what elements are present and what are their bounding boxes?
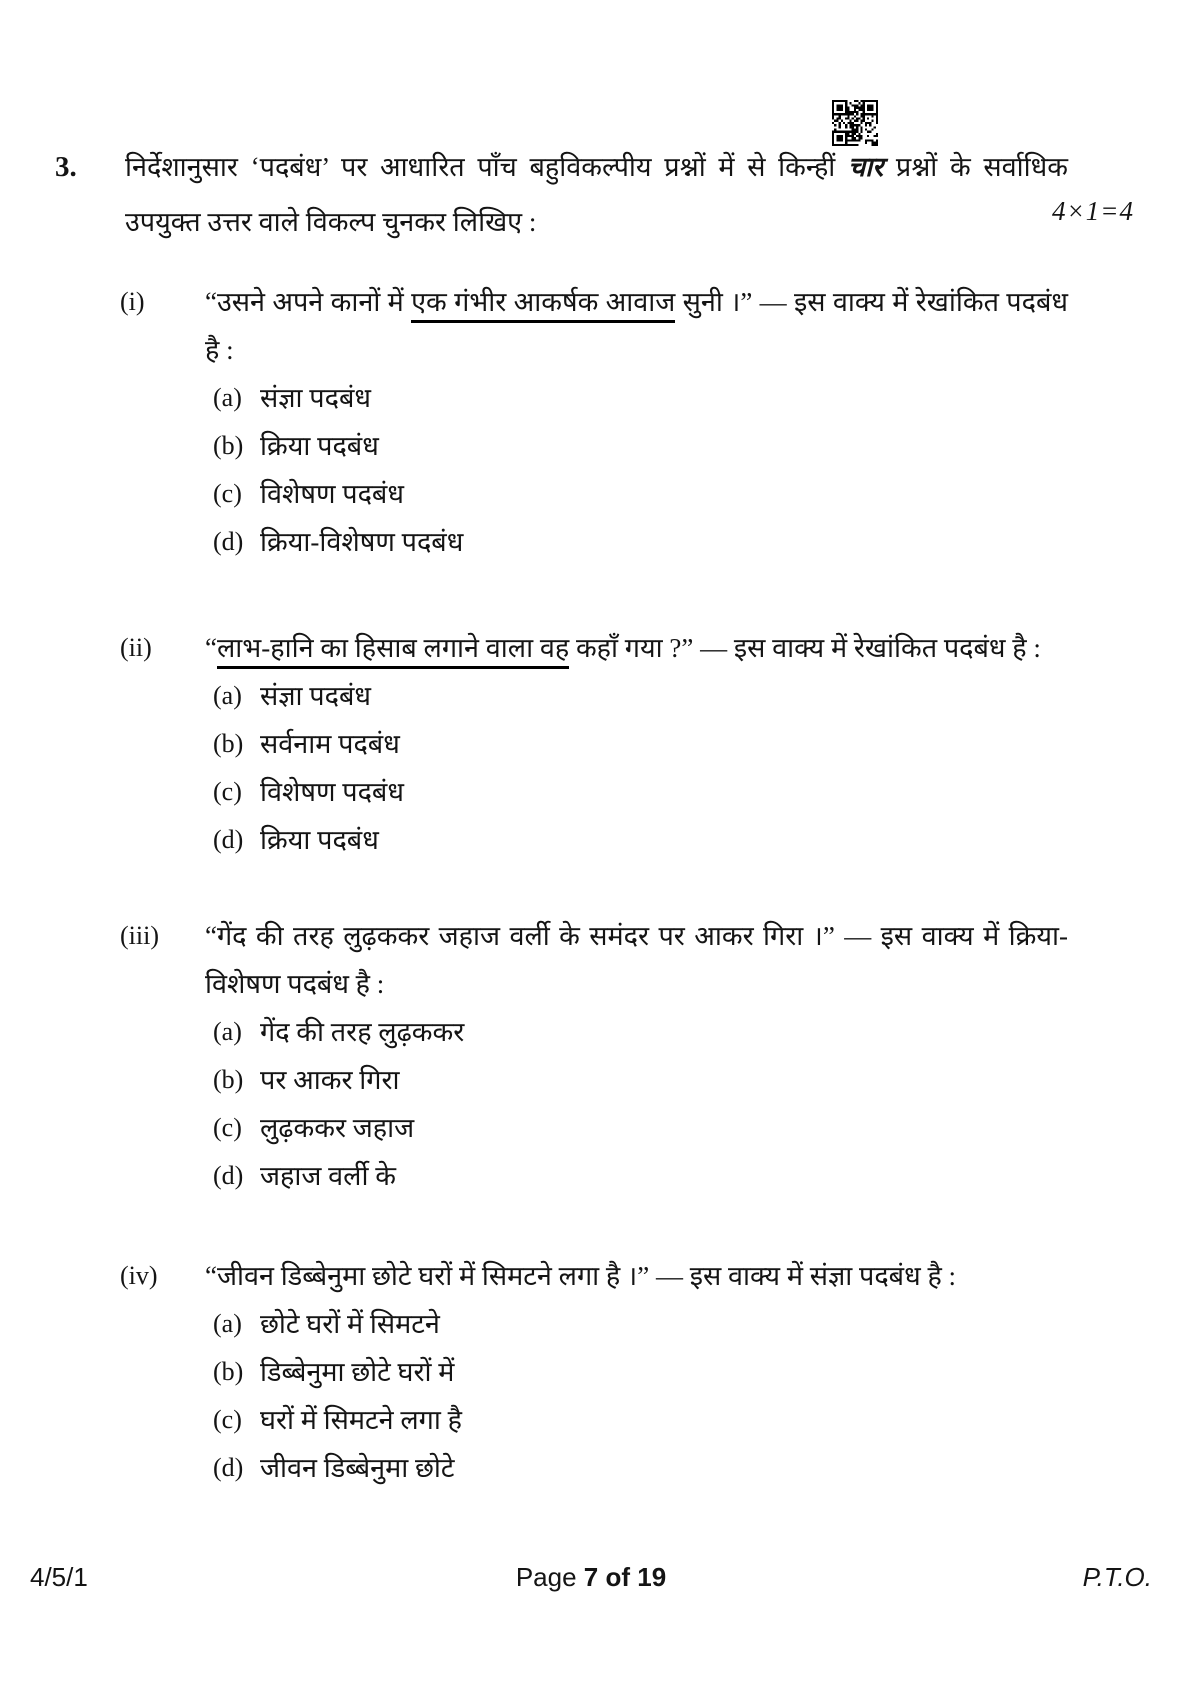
sub-question-iv-options xyxy=(55,1300,1068,1492)
option-iv-a xyxy=(213,1300,1068,1348)
sub-question-iv-text xyxy=(205,1252,1068,1300)
sub-question-ii-post: कहाँ गया ?” — इस वाक्य में रेखांकित पदबंध है : xyxy=(569,633,1041,663)
sub-question-i-post: सुनी ।” — इस वाक्य में रेखांकित पदबंध है : xyxy=(205,287,1068,365)
sub-question-iii-pre: “गेंद की तरह लुढ़ककर जहाज वर्ली के समंदर पर आकर गिरा ।” — इस वाक्य में क्रिया-विशेषण पदबंध है : xyxy=(205,921,1068,999)
option-i-c xyxy=(213,470,1068,518)
sub-question-ii-text xyxy=(205,624,1068,672)
option-ii-c-label: (c) xyxy=(213,777,242,806)
option-iv-c-text: घरों में सिमटने लगा है xyxy=(260,1405,462,1435)
option-iv-d xyxy=(213,1444,1068,1492)
option-iii-d-label: (d) xyxy=(213,1161,244,1190)
sub-question-i xyxy=(55,278,1068,374)
sub-question-ii xyxy=(55,624,1068,672)
option-ii-a-text: संज्ञा पदबंध xyxy=(260,681,371,711)
option-ii-d xyxy=(213,816,1068,864)
option-iii-b xyxy=(213,1056,1068,1104)
sub-question-iii-label: (iii) xyxy=(120,921,159,950)
sub-question-ii-underlined: लाभ-हानि का हिसाब लगाने वाला वह xyxy=(217,633,569,669)
option-ii-a xyxy=(213,672,1068,720)
intro-text-before: निर्देशानुसार ‘पदबंध’ पर आधारित पाँच बहुविकल्पीय प्रश्नों में से किन्हीं xyxy=(125,152,848,182)
sub-question-iii-options xyxy=(55,1008,1068,1200)
sub-question-i-label: (i) xyxy=(120,287,145,316)
page-footer xyxy=(30,1562,1152,1596)
paper-code: 4/5/1 xyxy=(30,1562,88,1592)
option-iii-a xyxy=(213,1008,1068,1056)
option-iii-d-text: जहाज वर्ली के xyxy=(260,1161,396,1191)
intro-text-after: प्रश्नों के सर्वाधिक उपयुक्त उत्तर वाले विकल्प चुनकर लिखिए : xyxy=(125,152,1068,237)
sub-question-iii-text xyxy=(205,912,1068,1008)
option-i-a xyxy=(213,374,1068,422)
option-iv-a-text: छोटे घरों में सिमटने xyxy=(260,1309,440,1339)
page-label: Page xyxy=(515,1562,577,1592)
question-3-header xyxy=(55,140,1068,250)
pto-label: P.T.O. xyxy=(1082,1562,1152,1592)
option-ii-c xyxy=(213,768,1068,816)
sub-question-i-options xyxy=(55,374,1068,566)
sub-question-iv-pre: “जीवन डिब्बेनुमा छोटे घरों में सिमटने लगा है ।” — इस वाक्य में संज्ञा पदबंध है : xyxy=(205,1261,957,1291)
option-i-d-label: (d) xyxy=(213,527,244,556)
option-i-c-label: (c) xyxy=(213,479,242,508)
page-indicator xyxy=(516,1562,666,1593)
option-iii-b-label: (b) xyxy=(213,1065,244,1094)
option-iv-b-text: डिब्बेनुमा छोटे घरों में xyxy=(260,1357,455,1387)
option-ii-b-text: सर्वनाम पदबंध xyxy=(260,729,400,759)
option-ii-a-label: (a) xyxy=(213,681,242,710)
option-i-c-text: विशेषण पदबंध xyxy=(260,479,404,509)
marks-label: 4×1=4 xyxy=(1052,196,1134,226)
intro-text-bold: चार xyxy=(847,152,884,182)
sub-question-iv xyxy=(55,1252,1068,1300)
option-i-b-text: क्रिया पदबंध xyxy=(260,431,379,461)
sub-question-iii xyxy=(55,912,1068,1008)
option-iii-d xyxy=(213,1152,1068,1200)
option-iv-a-label: (a) xyxy=(213,1309,242,1338)
option-ii-d-text: क्रिया पदबंध xyxy=(260,825,379,855)
sub-question-iv-label: (iv) xyxy=(120,1261,158,1290)
option-iii-a-text: गेंद की तरह लुढ़ककर xyxy=(260,1017,465,1047)
sub-question-i-pre: “उसने अपने कानों में xyxy=(205,287,412,317)
question-3-block xyxy=(55,140,1068,1492)
option-iii-c-text: लुढ़ककर जहाज xyxy=(260,1113,415,1143)
question-intro xyxy=(125,140,1068,250)
option-ii-b xyxy=(213,720,1068,768)
option-iv-c-label: (c) xyxy=(213,1405,242,1434)
option-i-d xyxy=(213,518,1068,566)
option-iii-a-label: (a) xyxy=(213,1017,242,1046)
option-i-a-text: संज्ञा पदबंध xyxy=(260,383,371,413)
option-i-a-label: (a) xyxy=(213,383,242,412)
page-number: 7 of 19 xyxy=(583,1562,667,1592)
option-iii-b-text: पर आकर गिरा xyxy=(260,1065,400,1095)
option-iv-d-label: (d) xyxy=(213,1453,244,1482)
option-iii-c-label: (c) xyxy=(213,1113,242,1142)
option-iv-b-label: (b) xyxy=(213,1357,244,1386)
question-number: 3. xyxy=(55,151,77,183)
sub-question-ii-options xyxy=(55,672,1068,864)
option-ii-c-text: विशेषण पदबंध xyxy=(260,777,404,807)
option-ii-b-label: (b) xyxy=(213,729,244,758)
option-iii-c xyxy=(213,1104,1068,1152)
option-i-b xyxy=(213,422,1068,470)
sub-question-i-text xyxy=(205,278,1068,374)
option-iv-d-text: जीवन डिब्बेनुमा छोटे xyxy=(260,1453,455,1483)
option-iv-c xyxy=(213,1396,1068,1444)
option-iv-b xyxy=(213,1348,1068,1396)
option-i-b-label: (b) xyxy=(213,431,244,460)
option-ii-d-label: (d) xyxy=(213,825,244,854)
sub-question-ii-label: (ii) xyxy=(120,633,152,662)
sub-question-i-underlined: एक गंभीर आकर्षक आवाज xyxy=(411,287,675,323)
option-i-d-text: क्रिया-विशेषण पदबंध xyxy=(260,527,464,557)
sub-question-ii-pre: “ xyxy=(205,633,217,663)
